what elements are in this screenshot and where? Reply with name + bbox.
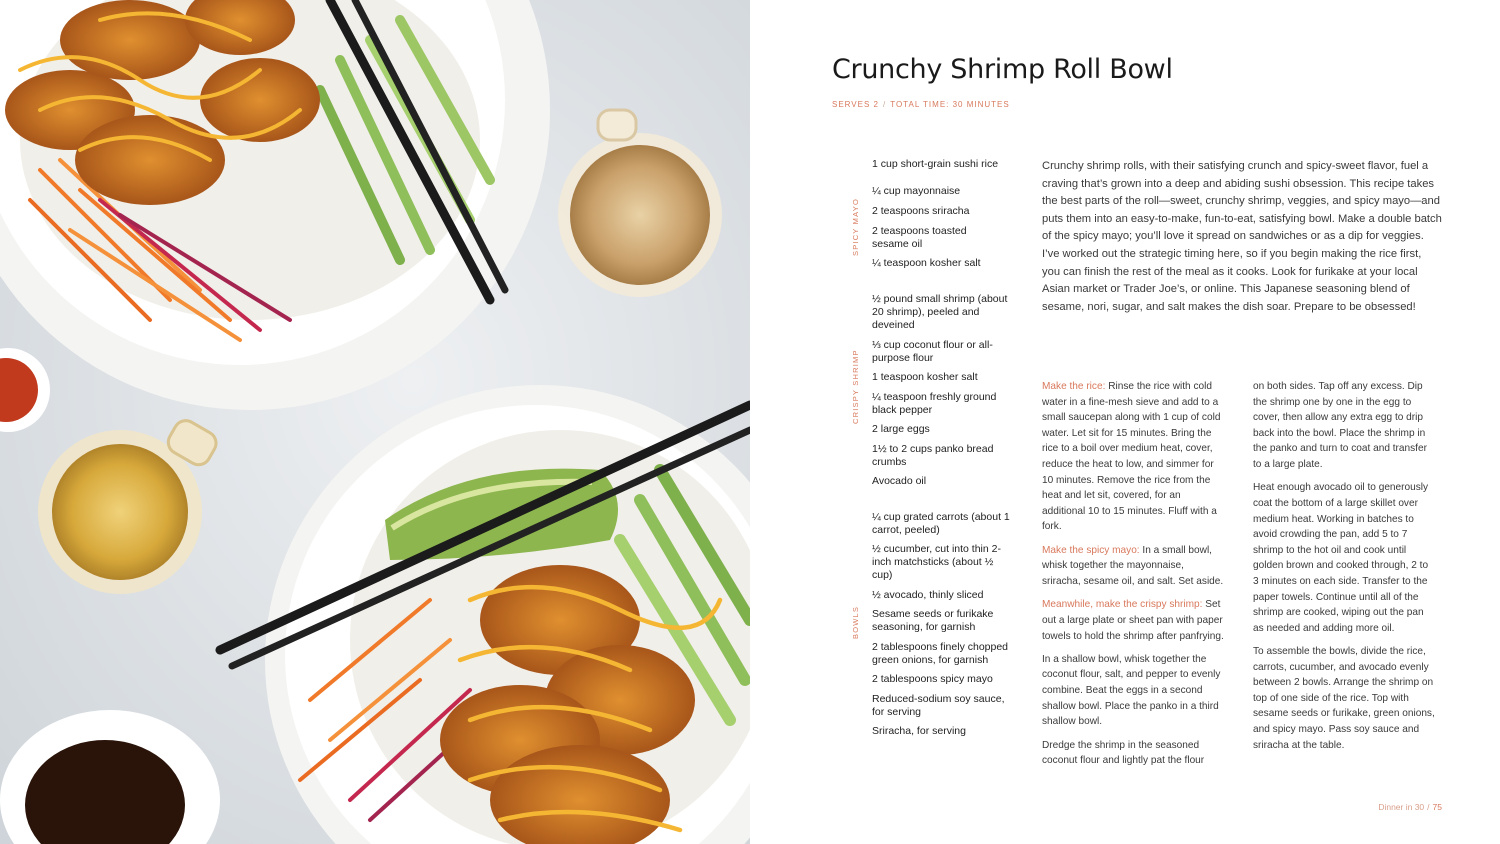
ingredient-item: ½ pound small shrimp (about 20 shrimp), peeled and deveined xyxy=(872,293,1008,331)
step-text: Set out a large plate or sheet pan with paper towels to hold the shrimp after panfrying. xyxy=(1042,599,1224,642)
ingredient-item: ½ cucumber, cut into thin 2-inch matchsticks (about ½ cup) xyxy=(872,543,1001,581)
step-fry: Heat enough avocado oil to generously coat the bottom of a large skillet over medium heat. Working in batches to avoid crowding the pan, add 5 to 7 shrimp to the hot oil and cook until golden brown and cooked through, 2 to 3 minutes on each side. Transfer to the paper towels. Continue until all of the shrimp are cooked, wiping out the pan as needed and adding more oil. xyxy=(1253,482,1429,634)
serves-label: SERVES 2 xyxy=(832,100,879,109)
ingredient-item: 2 large eggs xyxy=(872,423,930,435)
step-crispy-shrimp xyxy=(1042,597,1225,644)
page-number: 75 xyxy=(1432,802,1442,812)
ingredient-item: ⅓ cup coconut flour or all-purpose flour xyxy=(872,339,993,364)
step-spicy-mayo xyxy=(1042,543,1225,590)
step-dredge: Dredge the shrimp in the seasoned coconut flour and lightly pat the flour xyxy=(1042,739,1205,767)
section-label-bowls: BOWLS xyxy=(851,605,860,639)
ingredient-item: ¼ cup mayonnaise xyxy=(872,185,961,197)
step-assemble: To assemble the bowls, divide the rice, carrots, cucumber, and avocado evenly between 2 bowls. Arrange the shrimp on top of one side of the rice. Top with sesame seeds or furikake, green onions, and spicy mayo. Pass soy sauce and sriracha at the table. xyxy=(1253,646,1435,751)
step-text: In a small bowl, whisk together the mayonnaise, sriracha, sesame oil, and salt. Set aside. xyxy=(1042,544,1224,587)
recipe-meta xyxy=(832,100,1010,109)
book-title: Dinner in 30 xyxy=(1378,802,1425,812)
ingredient-item: 2 tablespoons spicy mayo xyxy=(872,673,993,685)
ingredient-item: ¼ teaspoon kosher salt xyxy=(872,257,981,269)
ingredient-item: Reduced-sodium soy sauce, for serving xyxy=(872,693,1005,718)
recipe-page xyxy=(750,0,1500,844)
ingredient-item: ½ avocado, thinly sliced xyxy=(872,589,984,601)
method-column-2 xyxy=(1253,379,1436,761)
ingredient-item: 2 teaspoons toasted sesame oil xyxy=(872,225,967,250)
meta-separator: / xyxy=(882,100,887,109)
total-time-label: TOTAL TIME: 30 MINUTES xyxy=(890,100,1010,109)
step-lead: Make the spicy mayo: xyxy=(1042,544,1140,556)
ingredient-item: 1½ to 2 cups panko bread crumbs xyxy=(872,443,994,468)
method-column-1 xyxy=(1042,379,1225,777)
ingredient-item: 2 tablespoons finely chopped green onions, for garnish xyxy=(872,641,1009,666)
ingredient-item: 2 teaspoons sriracha xyxy=(872,205,970,217)
step-lead: Make the rice: xyxy=(1042,381,1106,392)
ingredient-item: 1 teaspoon kosher salt xyxy=(872,371,978,383)
step-lead: Meanwhile, make the crispy shrimp: xyxy=(1042,599,1203,611)
folio-separator: / xyxy=(1427,802,1430,812)
ingredient-item: ¼ cup grated carrots (about 1 carrot, peeled) xyxy=(872,511,1010,536)
step-dip: on both sides. Tap off any excess. Dip the shrimp one by one in the egg to cover, then allow any extra egg to drip back into the bowl. Place the shrimp in the panko and turn to coat and transfer to a large plate. xyxy=(1253,381,1427,470)
step-make-rice xyxy=(1042,379,1225,535)
ingredient-item: Sriracha, for serving xyxy=(872,725,966,737)
ingredient-item: Avocado oil xyxy=(872,475,927,487)
step-text: Rinse the rice with cold water in a fine-mesh sieve and add to a small saucepan along with 1 cup of cold water. Let sit for 15 minutes. Bring the rice to a boil over medium heat, cover, reduce the heat to low, and simmer for 10 minutes. Remove the rice from the heat and let sit, covered, for an additional 10 to 15 minutes. Fluff with a fork. xyxy=(1042,381,1221,533)
section-label-crispy-shrimp: CRISPY SHRIMP xyxy=(851,349,860,424)
recipe-intro: Crunchy shrimp rolls, with their satisfying crunch and spicy-sweet flavor, fuel a craving that’s grown into a deep and abiding sushi obsession. This recipe takes the best parts of the roll—sweet, crunchy shrimp, veggies, and spicy mayo—and puts them into an easy-to-make, fun-to-eat, satisfying bowl. Make a double batch of the spicy mayo; you’ll love it spread on sandwiches or as a dip for veggies. I’ve worked out the strategic timing here, so if you begin making the rice first, you can finish the rest of the meal as it cooks. Look for furikake at your local Asian market or Trader Joe’s, or online. This Japanese seasoning blend of sesame, nori, sugar, and salt makes the dish soar. Prepare to be obsessed! xyxy=(1042,160,1442,313)
recipe-title: Crunchy Shrimp Roll Bowl xyxy=(832,54,1173,85)
ingredient-item: 1 cup short-grain sushi rice xyxy=(872,158,999,170)
section-label-spicy-mayo: SPICY MAYO xyxy=(851,198,860,256)
page-folio xyxy=(1378,802,1442,812)
ingredient-item: Sesame seeds or furikake seasoning, for garnish xyxy=(872,608,994,633)
step-shallow-bowls: In a shallow bowl, whisk together the coconut flour, salt, and pepper to evenly combine. Beat the eggs in a second shallow bowl. Place the panko in a third shallow bowl. xyxy=(1042,653,1221,728)
ingredient-item: ¼ teaspoon freshly ground black pepper xyxy=(872,391,997,416)
